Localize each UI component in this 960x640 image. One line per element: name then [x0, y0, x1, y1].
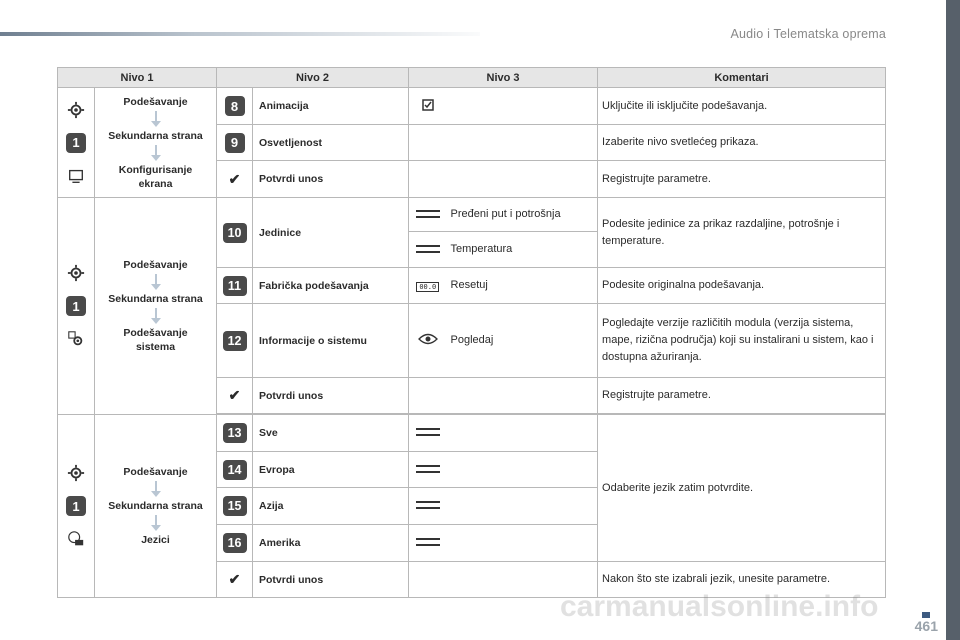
nivo3-icon-cell	[409, 452, 447, 488]
step-badge: 1	[66, 296, 86, 316]
comment-cell: Registrujte parametre.	[598, 161, 886, 198]
page-edge-strip	[946, 0, 960, 640]
nivo2-cell: Jedinice	[253, 198, 409, 268]
nivo3-icon-cell	[409, 88, 447, 125]
table-row	[58, 415, 886, 452]
nivo3-cell: Temperatura	[447, 232, 598, 268]
table-header-row	[58, 68, 886, 88]
arrow-down-icon	[151, 481, 161, 497]
settings-table	[57, 67, 886, 598]
checkbox-icon	[421, 98, 435, 112]
group-icons	[58, 415, 95, 598]
step-badge: 9	[225, 133, 245, 153]
settings-gear-icon	[67, 464, 85, 482]
eye-icon	[418, 333, 438, 345]
comment-cell: Podesite originalna podešavanja.	[598, 268, 886, 304]
reset-counter-icon: 00.0	[416, 282, 439, 292]
nivo3-cell	[447, 525, 598, 562]
nivo3-cell	[447, 452, 598, 488]
comment-cell: Odaberite jezik zatim potvrdite.	[598, 415, 886, 562]
nivo3-icon-cell	[409, 415, 447, 452]
step-badge: 8	[225, 96, 245, 116]
nivo2-cell: Fabrička podešavanja	[253, 268, 409, 304]
watermark: carmanualsonline.info	[560, 590, 879, 623]
nivo2-cell: Animacija	[253, 88, 409, 125]
nivo1-label: Sekundarna strana	[108, 293, 203, 305]
nivo2-cell: Potvrdi unos	[253, 378, 409, 414]
nivo3-icon-cell	[409, 268, 447, 304]
nivo3-cell: Resetuj	[447, 268, 598, 304]
table-row	[58, 88, 886, 125]
nivo3-icon-cell	[409, 304, 447, 378]
nivo2-cell: Azija	[253, 488, 409, 525]
arrow-down-icon	[151, 111, 161, 127]
step-badge: 15	[223, 496, 247, 516]
comment-cell: Pogledajte verzije različitih modula (verzija sistema, mape, rizična područja) koji su instalirani u sistem, kao i dostupna ažuriranja.	[598, 304, 886, 378]
group-icons	[58, 88, 95, 198]
nivo2-cell: Sve	[253, 415, 409, 452]
selector-bar-icon	[416, 538, 440, 546]
nivo1-label: Podešavanje	[123, 95, 188, 108]
nivo3-icon-cell	[409, 378, 447, 414]
nivo1-label: Podešavanje	[123, 259, 188, 271]
page-number: 461	[914, 618, 938, 634]
checkmark-icon: ✔	[228, 170, 241, 187]
nivo1-cell	[95, 198, 217, 415]
comment-cell: Izaberite nivo svetlećeg prikaza.	[598, 125, 886, 161]
nivo2-cell: Osvetljenost	[253, 125, 409, 161]
step-badge: 11	[223, 276, 247, 296]
nivo3-icon-cell	[409, 125, 447, 161]
group-icons	[58, 198, 95, 415]
nivo3-cell	[447, 161, 598, 198]
language-icon	[67, 530, 85, 548]
selector-bar-icon	[416, 501, 440, 509]
column-header: Nivo 3	[409, 68, 598, 88]
column-header: Nivo 2	[217, 68, 409, 88]
nivo1-label: Konfigurisanje ekrana	[118, 163, 193, 190]
nivo3-icon-cell	[409, 232, 447, 268]
selector-bar-icon	[416, 465, 440, 473]
step-badge: 16	[223, 533, 247, 553]
num-cell	[217, 125, 253, 161]
num-cell	[217, 562, 253, 598]
nivo1-cell	[95, 88, 217, 198]
num-cell	[217, 268, 253, 304]
step-badge: 1	[66, 496, 86, 516]
settings-gear-icon	[67, 264, 85, 282]
nivo1-label: Podešavanje sistema	[123, 327, 188, 353]
nivo1-label: Jezici	[141, 534, 170, 546]
nivo1-label: Sekundarna strana	[108, 500, 203, 512]
step-badge: 10	[223, 223, 247, 243]
arrow-down-icon	[151, 145, 161, 161]
arrow-down-icon	[151, 308, 161, 324]
step-badge: 12	[223, 331, 247, 351]
column-header: Nivo 1	[58, 68, 217, 88]
nivo3-icon-cell	[409, 562, 447, 598]
nivo3-cell	[447, 488, 598, 525]
nivo2-cell: Amerika	[253, 525, 409, 562]
comment-cell: Registrujte parametre.	[598, 378, 886, 414]
num-cell	[217, 378, 253, 414]
settings-gear-icon	[67, 101, 85, 119]
comment-cell: Nakon što ste izabrali jezik, unesite parametre.	[598, 562, 886, 598]
nivo2-cell: Potvrdi unos	[253, 161, 409, 198]
num-cell	[217, 161, 253, 198]
nivo3-icon-cell	[409, 198, 447, 232]
nivo3-cell	[447, 415, 598, 452]
nivo1-cell	[95, 415, 217, 598]
comment-cell: Podesite jedinice za prikaz razdaljine, potrošnje i temperature.	[598, 198, 886, 268]
nivo3-icon-cell	[409, 525, 447, 562]
num-cell	[217, 452, 253, 488]
selector-bar-icon	[416, 428, 440, 436]
page-title: Audio i Telematska oprema	[730, 27, 886, 41]
nivo3-icon-cell	[409, 161, 447, 198]
nivo3-cell: Pogledaj	[447, 304, 598, 378]
nivo2-cell: Evropa	[253, 452, 409, 488]
step-badge: 1	[66, 133, 86, 153]
num-cell	[217, 488, 253, 525]
num-cell	[217, 198, 253, 268]
step-badge: 13	[223, 423, 247, 443]
nivo2-cell: Potvrdi unos	[253, 562, 409, 598]
nivo1-label: Podešavanje	[123, 466, 188, 478]
nivo1-label: Sekundarna strana	[108, 129, 203, 142]
screen-config-icon	[67, 167, 85, 185]
header-accent-bar	[0, 32, 480, 36]
arrow-down-icon	[151, 515, 161, 531]
nivo3-cell	[447, 378, 598, 414]
nivo2-cell: Informacije o sistemu	[253, 304, 409, 378]
selector-bar-icon	[416, 210, 440, 218]
arrow-down-icon	[151, 274, 161, 290]
nivo3-icon-cell	[409, 488, 447, 525]
checkmark-icon: ✔	[228, 571, 241, 587]
num-cell	[217, 304, 253, 378]
nivo3-cell	[447, 125, 598, 161]
num-cell	[217, 525, 253, 562]
table-row	[58, 198, 886, 232]
nivo3-cell: Pređeni put i potrošnja	[447, 198, 598, 232]
checkmark-icon: ✔	[228, 387, 241, 403]
column-header: Komentari	[598, 68, 886, 88]
step-badge: 14	[223, 460, 247, 480]
system-settings-icon	[67, 330, 85, 348]
selector-bar-icon	[416, 245, 440, 253]
nivo3-cell	[447, 88, 598, 125]
comment-cell: Uključite ili isključite podešavanja.	[598, 88, 886, 125]
num-cell	[217, 415, 253, 452]
num-cell	[217, 88, 253, 125]
